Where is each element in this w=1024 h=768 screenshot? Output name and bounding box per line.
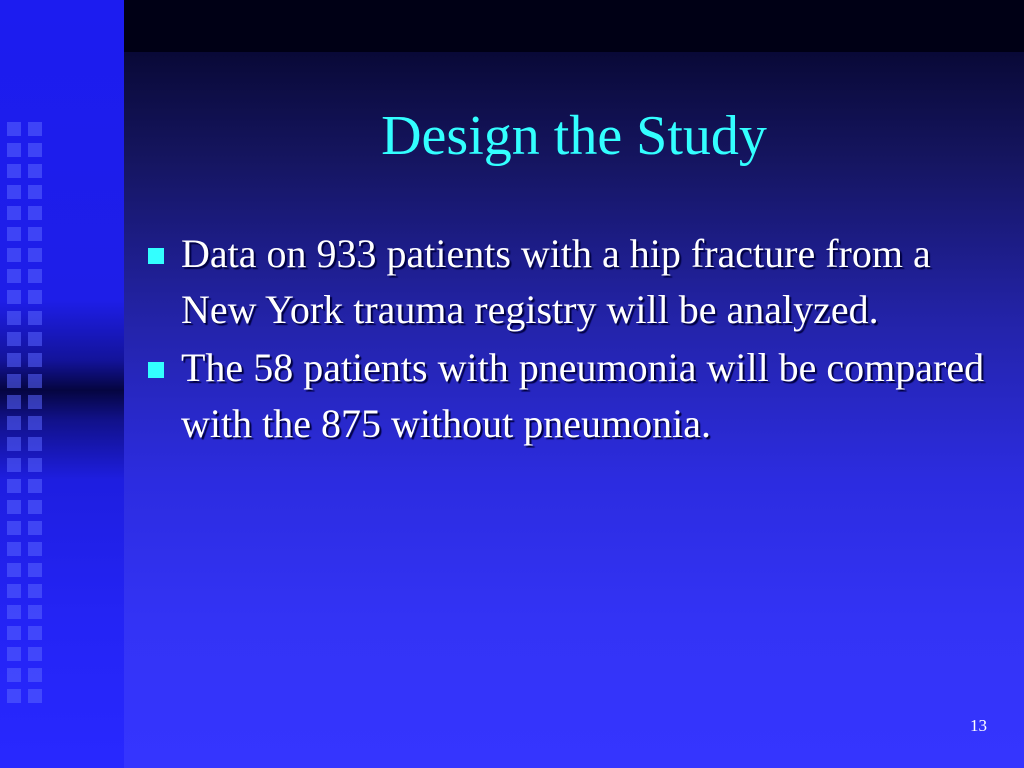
decorative-square-row bbox=[7, 248, 43, 262]
decorative-square bbox=[28, 269, 42, 283]
decorative-square-row bbox=[7, 521, 43, 535]
decorative-square bbox=[28, 647, 42, 661]
decorative-square bbox=[28, 542, 42, 556]
decorative-square bbox=[28, 206, 42, 220]
decorative-square bbox=[7, 647, 21, 661]
decorative-squares bbox=[7, 122, 43, 710]
decorative-square-row bbox=[7, 584, 43, 598]
decorative-square-row bbox=[7, 395, 43, 409]
decorative-square bbox=[28, 290, 42, 304]
decorative-square bbox=[7, 164, 21, 178]
decorative-square bbox=[28, 227, 42, 241]
decorative-square-row bbox=[7, 647, 43, 661]
decorative-square bbox=[28, 605, 42, 619]
decorative-square bbox=[28, 122, 42, 136]
decorative-square bbox=[7, 206, 21, 220]
decorative-square-row bbox=[7, 164, 43, 178]
decorative-square bbox=[28, 143, 42, 157]
square-bullet-icon bbox=[148, 362, 164, 378]
decorative-square bbox=[28, 521, 42, 535]
decorative-square bbox=[28, 185, 42, 199]
decorative-square-row bbox=[7, 437, 43, 451]
decorative-square bbox=[28, 563, 42, 577]
decorative-square bbox=[7, 227, 21, 241]
decorative-square-row bbox=[7, 458, 43, 472]
decorative-square bbox=[7, 416, 21, 430]
decorative-square bbox=[7, 542, 21, 556]
bullet-list bbox=[145, 226, 1005, 454]
decorative-square bbox=[7, 311, 21, 325]
decorative-square bbox=[7, 689, 21, 703]
decorative-square bbox=[7, 563, 21, 577]
decorative-square bbox=[7, 269, 21, 283]
decorative-square bbox=[28, 311, 42, 325]
decorative-square bbox=[28, 626, 42, 640]
decorative-square bbox=[7, 458, 21, 472]
decorative-square bbox=[28, 584, 42, 598]
decorative-square bbox=[28, 416, 42, 430]
decorative-square-row bbox=[7, 689, 43, 703]
bullet-text: Data on 933 patients with a hip fracture from a New York trauma registry will be analyzed. bbox=[181, 231, 931, 332]
decorative-square bbox=[28, 248, 42, 262]
decorative-square bbox=[7, 290, 21, 304]
decorative-square-row bbox=[7, 332, 43, 346]
bullet-text: The 58 patients with pneumonia will be compared with the 875 without pneumonia. bbox=[181, 345, 985, 446]
decorative-square-row bbox=[7, 500, 43, 514]
decorative-square-row bbox=[7, 290, 43, 304]
bullet-item bbox=[145, 340, 1005, 452]
decorative-square bbox=[7, 332, 21, 346]
decorative-square-row bbox=[7, 353, 43, 367]
decorative-square bbox=[7, 584, 21, 598]
decorative-square bbox=[28, 458, 42, 472]
decorative-square bbox=[7, 122, 21, 136]
page-number: 13 bbox=[970, 716, 987, 735]
decorative-square bbox=[7, 248, 21, 262]
decorative-square bbox=[28, 500, 42, 514]
decorative-square-row bbox=[7, 206, 43, 220]
decorative-square bbox=[7, 143, 21, 157]
slide-title: Design the Study bbox=[381, 105, 767, 167]
decorative-square bbox=[28, 689, 42, 703]
decorative-square bbox=[28, 374, 42, 388]
decorative-square-row bbox=[7, 269, 43, 283]
decorative-square bbox=[7, 668, 21, 682]
decorative-square bbox=[7, 185, 21, 199]
bullet-item bbox=[145, 226, 1005, 338]
decorative-square-row bbox=[7, 311, 43, 325]
decorative-square bbox=[7, 500, 21, 514]
decorative-square bbox=[28, 395, 42, 409]
decorative-top-band bbox=[124, 0, 1024, 52]
decorative-square-row bbox=[7, 626, 43, 640]
decorative-square-row bbox=[7, 605, 43, 619]
decorative-square bbox=[28, 437, 42, 451]
decorative-square bbox=[7, 521, 21, 535]
decorative-square bbox=[28, 164, 42, 178]
decorative-square bbox=[28, 479, 42, 493]
decorative-square bbox=[28, 353, 42, 367]
decorative-square bbox=[7, 374, 21, 388]
decorative-square-row bbox=[7, 185, 43, 199]
decorative-square bbox=[7, 395, 21, 409]
decorative-square-row bbox=[7, 374, 43, 388]
decorative-square-row bbox=[7, 227, 43, 241]
decorative-square bbox=[7, 626, 21, 640]
square-bullet-icon bbox=[148, 248, 164, 264]
decorative-square bbox=[7, 437, 21, 451]
decorative-square bbox=[7, 605, 21, 619]
decorative-square bbox=[28, 668, 42, 682]
decorative-square bbox=[7, 353, 21, 367]
decorative-square bbox=[7, 479, 21, 493]
decorative-square bbox=[28, 332, 42, 346]
decorative-square-row bbox=[7, 122, 43, 136]
decorative-square-row bbox=[7, 542, 43, 556]
decorative-square-row bbox=[7, 563, 43, 577]
decorative-square-row bbox=[7, 416, 43, 430]
decorative-left-strip bbox=[0, 0, 124, 768]
decorative-square-row bbox=[7, 143, 43, 157]
decorative-square-row bbox=[7, 479, 43, 493]
decorative-square-row bbox=[7, 668, 43, 682]
